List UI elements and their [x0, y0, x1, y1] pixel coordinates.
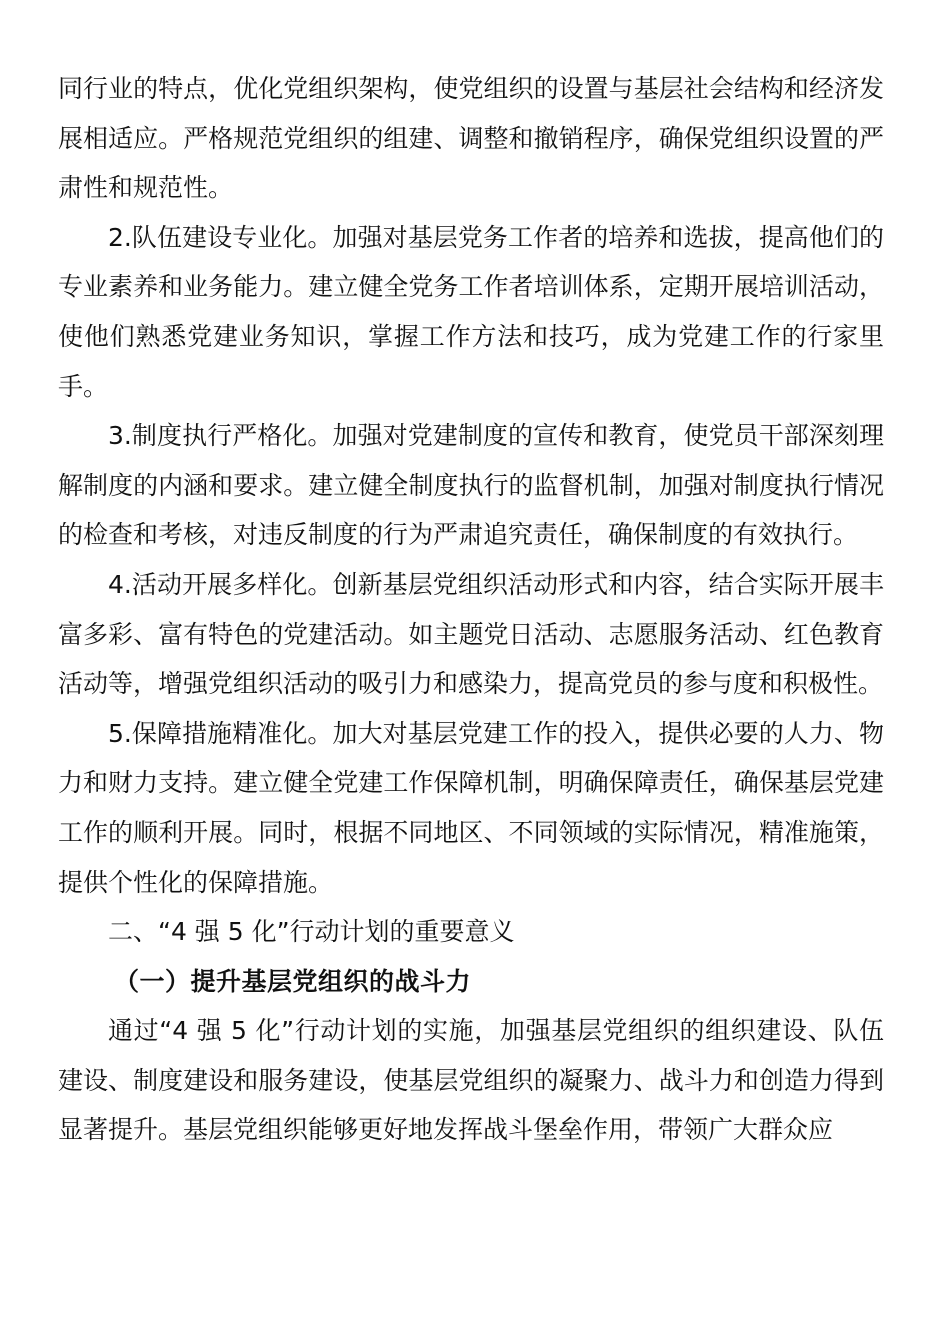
paragraph-item-3: 3.制度执行严格化。加强对党建制度的宣传和教育，使党员干部深刻理解制度的内涵和要求。建立健全制度执行的监督机制，加强对制度执行情况的检查和考核，对违反制度的行为严肃追究责任，确保制度的有效执行。 — [58, 421, 884, 550]
paragraph-item-2: 2.队伍建设专业化。加强对基层党务工作者的培养和选拔，提高他们的专业素养和业务能力。建立健全党务工作者培训体系，定期开展培训活动，使他们熟悉党建业务知识，掌握工作方法和技巧，成为党建工作的行家里手。 — [58, 222, 884, 401]
paragraph-continuation: 同行业的特点，优化党组织架构，使党组织的设置与基层社会结构和经济发展相适应。严格规范党组织的组建、调整和撤销程序，确保党组织设置的严肃性和规范性。 — [58, 74, 884, 203]
section-heading: 二、“4 强 5 化”行动计划的重要意义 — [108, 917, 515, 947]
sub-heading: （一）提升基层党组织的战斗力 — [114, 966, 472, 996]
paragraph-final: 通过“4 强 5 化”行动计划的实施，加强基层党组织的组织建设、队伍建设、制度建设和服务建设，使基层党组织的凝聚力、战斗力和创造力得到显著提升。基层党组织能够更好地发挥战斗堡垒作用，带领广大群众应 — [58, 1016, 884, 1145]
document-page — [58, 64, 884, 1155]
paragraph-item-5: 5.保障措施精准化。加大对基层党建工作的投入，提供必要的人力、物力和财力支持。建立健全党建工作保障机制，明确保障责任，确保基层党建工作的顺利开展。同时，根据不同地区、不同领域的实际情况，精准施策，提供个性化的保障措施。 — [58, 718, 884, 897]
paragraph-item-4: 4.活动开展多样化。创新基层党组织活动形式和内容，结合实际开展丰富多彩、富有特色的党建活动。如主题党日活动、志愿服务活动、红色教育活动等，增强党组织活动的吸引力和感染力，提高党员的参与度和积极性。 — [58, 569, 884, 699]
